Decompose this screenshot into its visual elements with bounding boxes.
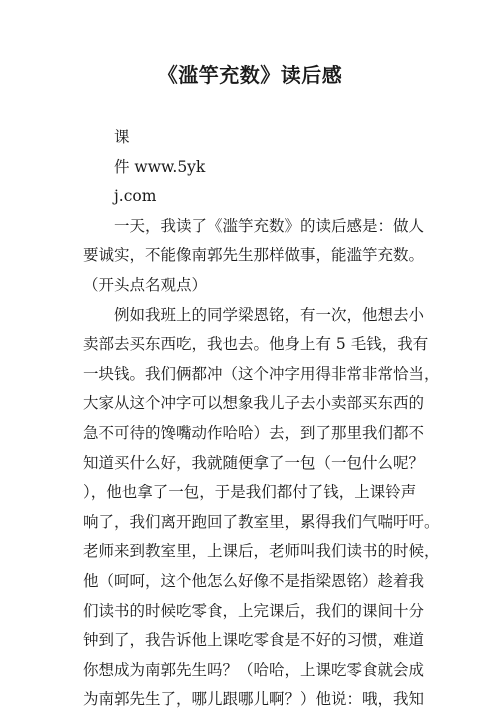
body-text-line: 他（呵呵，这个他怎么好像不是指梁恩铭）趁着我 [83,571,425,590]
body-text-line: 卖部去买东西吃，我也去。他身上有 5 毛钱，我有 [83,335,429,354]
body-text-line: 们读书的时候吃零食，上完课后，我们的课间十分 [83,601,425,620]
document-body [83,123,440,715]
body-text-line: 一天，我读了《滥竽充数》的读后感是：做人 [114,216,425,235]
body-text-line: 件 www.5yk [114,157,206,176]
body-text-line: 一块钱。我们俩都冲（这个冲字用得非常非常恰当， [83,364,440,383]
body-text-line: 钟到了，我告诉他上课吃零食是不好的习惯，难道 [83,631,425,650]
page-title: 《滥竽充数》读后感 [157,63,343,87]
body-text-line: 你想成为南郭先生吗？（哈哈，上课吃零食就会成 [83,660,425,679]
body-text-line: 响了，我们离开跑回了教室里，累得我们气喘吁吁。 [83,512,440,531]
body-text-line: 大家从这个冲字可以想象我儿子去小卖部买东西的 [83,394,425,413]
body-text-line: （开头点名观点） [83,275,208,294]
body-text-line: 知道买什么好，我就随便拿了一包（一包什么呢？ [83,453,425,472]
body-text-line: 例如我班上的同学梁恩铭，有一次，他想去小 [114,305,425,324]
body-text-line: j.com [114,187,157,206]
body-text-line: 课 [114,128,130,146]
body-text-line: 急不可待的馋嘴动作哈哈）去，到了那里我们都不 [83,423,425,442]
body-text-line: 要诚实，不能像南郭先生那样做事，能滥竽充数。 [83,246,425,265]
body-text-line: 老师来到教室里，上课后，老师叫我们读书的时候， [83,542,440,561]
body-text-line: ），他也拿了一包，于是我们都付了钱，上课铃声 [83,483,417,502]
body-text-line: 为南郭先生了，哪儿跟哪儿啊？）他说：哦，我知 [83,690,425,709]
